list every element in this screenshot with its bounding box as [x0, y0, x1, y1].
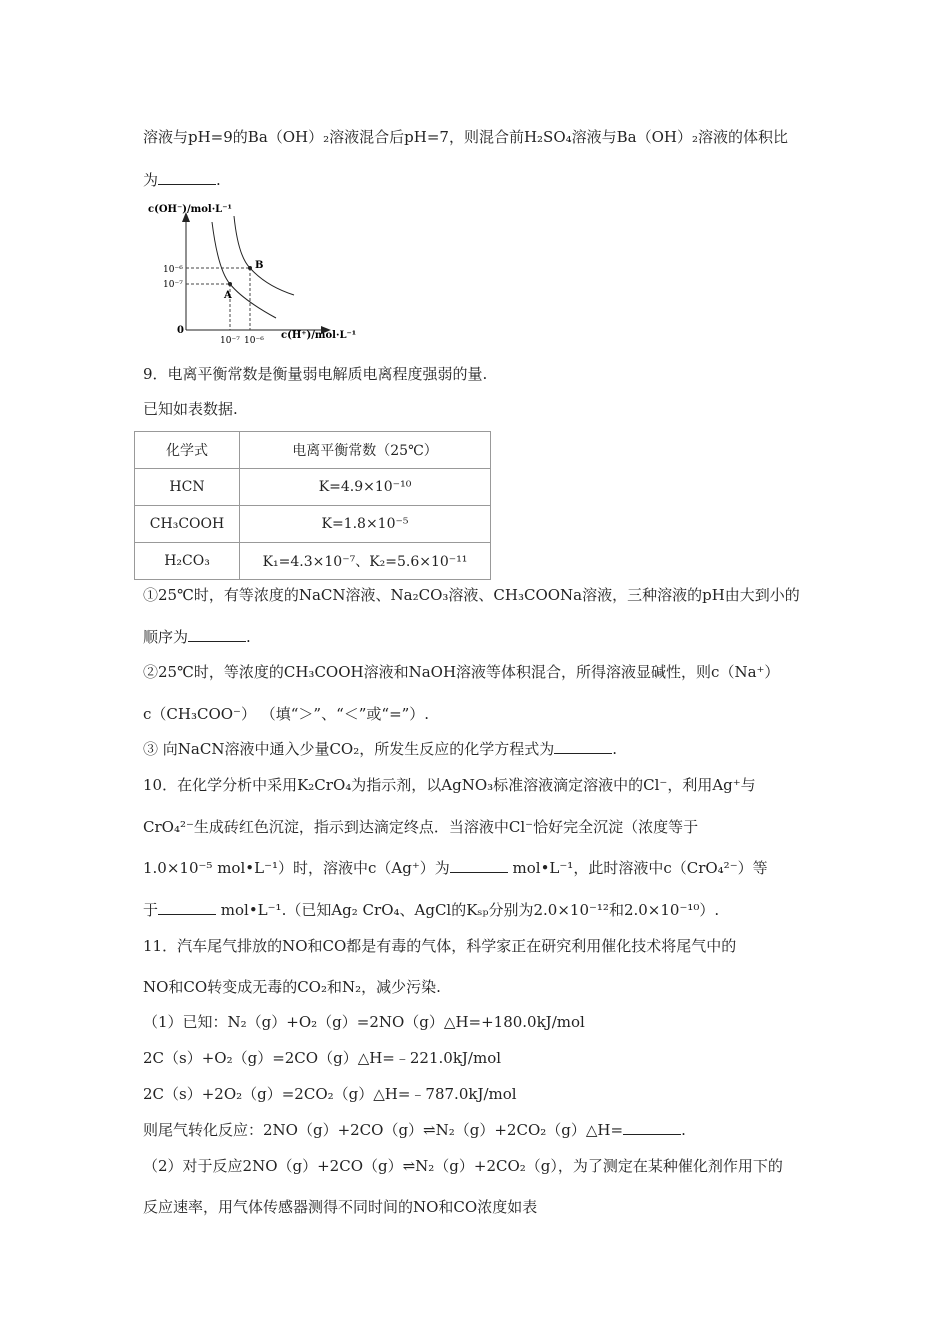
table-header-row [135, 432, 491, 469]
equation-3: 2C（s）+2O₂（g）=2CO₂（g）△H=﹣787.0kJ/mol [143, 1085, 517, 1103]
table-cell: K=1.8×10⁻⁵ [240, 506, 491, 543]
question-10-line-3-a: 1.0×10⁻⁵ mol•L⁻¹）时，溶液中c（Ag⁺）为 [143, 859, 450, 877]
question-10-line-4 [143, 900, 719, 920]
question-10-line-2: CrO₄²⁻生成砖红色沉淀，指示到达滴定终点．当溶液中Cl⁻恰好完全沉淀（浓度等于 [143, 818, 699, 836]
point-a-label: A [224, 290, 232, 301]
sub-question-1-line-1: ①25℃时，有等浓度的NaCN溶液、Na₂CO₃溶液、CH₃COONa溶液，三种溶液的pH由大到小的 [143, 586, 800, 604]
x-axis-label: c(H⁺)/mol·L⁻¹ [281, 330, 357, 341]
question-11-part-2-line-2: 反应速率，用气体传感器测得不同时间的NO和CO浓度如表 [143, 1198, 538, 1216]
table-cell: K=4.9×10⁻¹⁰ [240, 469, 491, 506]
question-9: 9．电离平衡常数是衡量弱电解质电离程度强弱的量. [143, 365, 488, 383]
question-10-line-3-b: mol•L⁻¹，此时溶液中c（CrO₄²⁻）等 [507, 859, 768, 877]
table-cell: K₁=4.3×10⁻⁷、K₂=5.6×10⁻¹¹ [240, 543, 491, 580]
answer-blank-ag-concentration[interactable] [450, 858, 508, 873]
question-10-line-4-b: mol•L⁻¹.（已知Ag₂ CrO₄、AgCl的Kₛₚ分别为2.0×10⁻¹²和2.0×10⁻¹⁰）. [216, 901, 720, 919]
ionization-constant-table [134, 431, 491, 580]
x-tick-right: 10⁻⁶ [244, 336, 264, 346]
question-11-part-2-line-1: （2）对于反应2NO（g）+2CO（g）⇌N₂（g）+2CO₂（g），为了测定在某种催化剂作用下的 [143, 1157, 783, 1175]
question-10-line-1: 10．在化学分析中采用K₂CrO₄为指示剂，以AgNO₃标准溶液滴定溶液中的Cl⁻，利用Ag⁺与 [143, 776, 756, 794]
question-11-part-1: （1）已知：N₂（g）+O₂（g）=2NO（g）△H=+180.0kJ/mol [143, 1013, 585, 1031]
question-10-line-4-a: 于 [143, 901, 159, 919]
sub-question-3-text: ③ 向NaCN溶液中通入少量CO₂，所发生反应的化学方程式为 [143, 740, 555, 758]
y-tick-upper: 10⁻⁶ [163, 265, 183, 275]
answer-blank-volume-ratio[interactable] [158, 170, 216, 185]
point-b-dot [248, 266, 252, 270]
question-11-delta-h [143, 1120, 686, 1140]
y-tick-lower: 10⁻⁷ [163, 280, 183, 290]
period: . [246, 628, 251, 646]
sub-question-2-line-1: ②25℃时，等浓度的CH₃COOH溶液和NaOH溶液等体积混合，所得溶液显碱性，则c（Na⁺） [143, 663, 780, 681]
question-11-line-2: NO和CO转变成无毒的CO₂和N₂，减少污染. [143, 978, 441, 996]
table-row [135, 506, 491, 543]
question-9-table-intro: 已知如表数据. [143, 400, 238, 418]
period: . [216, 171, 221, 189]
table-cell: CH₃COOH [135, 506, 240, 543]
answer-blank-delta-h[interactable] [623, 1120, 681, 1135]
curve-b [234, 216, 294, 295]
sub-question-3 [143, 739, 617, 759]
question-10-line-3 [143, 858, 768, 878]
answer-blank-ph-order[interactable] [188, 627, 246, 642]
answer-blank-cro4-concentration[interactable] [158, 900, 216, 915]
delta-h-text: 则尾气转化反应：2NO（g）+2CO（g）⇌N₂（g）+2CO₂（g）△H= [143, 1121, 624, 1139]
equation-2: 2C（s）+O₂（g）=2CO（g）△H=﹣221.0kJ/mol [143, 1049, 502, 1067]
table-header-cell: 化学式 [135, 432, 240, 469]
table-header-cell: 电离平衡常数（25℃） [240, 432, 491, 469]
ph-curve-diagram [148, 200, 368, 350]
sub-question-2-line-2: c（CH₃COO⁻） （填“＞”、“＜”或“=”）. [143, 705, 430, 723]
text-line-1: 溶液与pH=9的Ba（OH）₂溶液混合后pH=7，则混合前H₂SO₄溶液与Ba（OH）₂溶液的体积比 [143, 128, 788, 146]
curve-a [212, 222, 276, 318]
table-cell: HCN [135, 469, 240, 506]
period: . [612, 740, 618, 758]
table-row [135, 543, 491, 580]
point-a-dot [228, 282, 232, 286]
line-2-text: 为 [143, 171, 159, 189]
table-row [135, 469, 491, 506]
sub-question-1-prefix: 顺序为 [143, 628, 189, 646]
x-tick-left: 10⁻⁷ [220, 336, 240, 346]
answer-blank-equation[interactable] [554, 739, 612, 754]
origin-label: 0 [177, 325, 184, 336]
point-b-label: B [255, 260, 264, 271]
period: . [681, 1121, 686, 1139]
text-line-2 [143, 170, 221, 190]
y-axis-label: c(OH⁻)/mol·L⁻¹ [148, 204, 232, 215]
sub-question-1-line-2 [143, 627, 251, 647]
table-cell: H₂CO₃ [135, 543, 240, 580]
question-11-line-1: 11．汽车尾气排放的NO和CO都是有毒的气体，科学家正在研究利用催化技术将尾气中的 [143, 937, 737, 955]
